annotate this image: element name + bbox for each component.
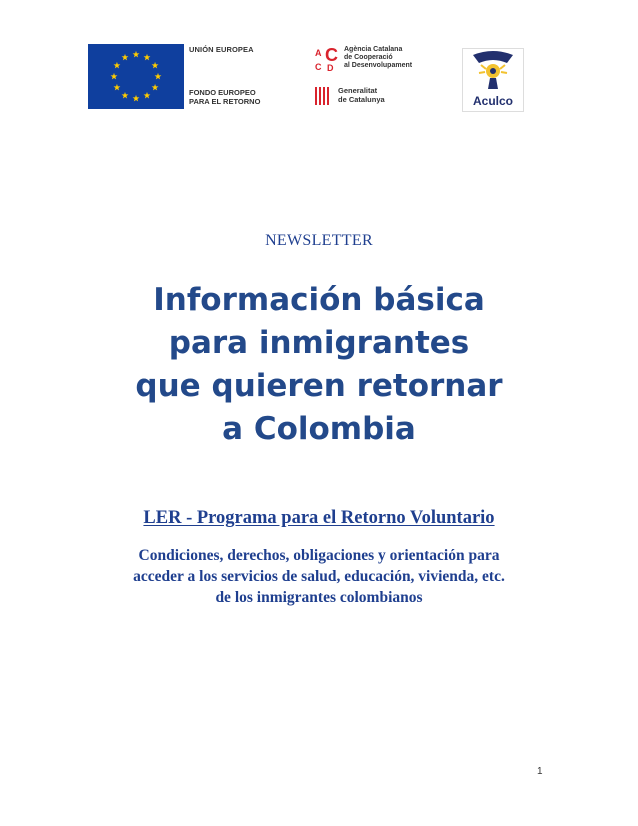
accd-logo-mark: [313, 45, 343, 73]
page-number: 1: [537, 766, 543, 777]
eu-star-icon: [152, 62, 159, 69]
eu-star-icon: [144, 54, 151, 61]
description-line-2: acceder a los servicios de salud, educación, vivienda, etc.: [133, 568, 505, 585]
accd-letter-d: D: [327, 63, 334, 73]
description-line-1: Condiciones, derechos, obligaciones y orientación para: [138, 547, 500, 564]
accd-letter-c1: C: [325, 45, 338, 65]
title-line-3: que quieren retornar: [135, 368, 503, 404]
accd-letter-c2: C: [315, 62, 322, 72]
document-title: [0, 279, 638, 451]
eu-star-icon: [114, 62, 121, 69]
eu-star-icon: [111, 73, 118, 80]
accd-line-2: de Cooperació: [344, 54, 393, 61]
generalitat-line-2: de Catalunya: [338, 95, 385, 104]
eu-star-icon: [152, 84, 159, 91]
generalitat-line-1: Generalitat: [338, 86, 378, 95]
eu-stars-icon: [88, 44, 184, 109]
accd-letter-a: A: [315, 48, 322, 58]
description-line-3: de los inmigrantes colombianos: [215, 589, 423, 606]
title-line-1: Información básica: [153, 282, 485, 318]
eu-logo-text: [189, 41, 299, 111]
newsletter-label: NEWSLETTER: [265, 232, 373, 249]
aculco-emblem-icon: [463, 49, 523, 93]
eu-star-icon: [155, 73, 162, 80]
title-line-2: para inmigrantes: [168, 325, 470, 361]
aculco-name: Aculco: [472, 94, 513, 108]
eu-line-1: UNIÓN EUROPEA: [189, 45, 254, 54]
eu-star-icon: [144, 92, 151, 99]
eu-star-icon: [122, 54, 129, 61]
generalitat-logo-text: [338, 86, 428, 104]
eu-star-icon: [114, 84, 121, 91]
eu-line-2: FONDO EUROPEO: [189, 88, 256, 97]
header-logos: [0, 0, 638, 120]
accd-logo-text: [344, 46, 434, 70]
title-line-4: a Colombia: [222, 411, 416, 447]
eu-flag-logo: [88, 44, 184, 109]
program-subtitle: [0, 508, 638, 529]
eu-star-icon: [133, 95, 140, 102]
program-text: LER - Programa para el Retorno Voluntario: [143, 508, 495, 528]
generalitat-logo-mark: [313, 85, 333, 107]
accd-line-3: al Desenvolupament: [344, 62, 413, 69]
eu-line-3: PARA EL RETORNO: [189, 97, 261, 106]
eu-star-icon: [122, 92, 129, 99]
accd-line-1: Agència Catalana: [344, 46, 403, 53]
aculco-logo: [462, 48, 524, 112]
description: [0, 545, 638, 608]
eu-star-icon: [133, 51, 140, 58]
